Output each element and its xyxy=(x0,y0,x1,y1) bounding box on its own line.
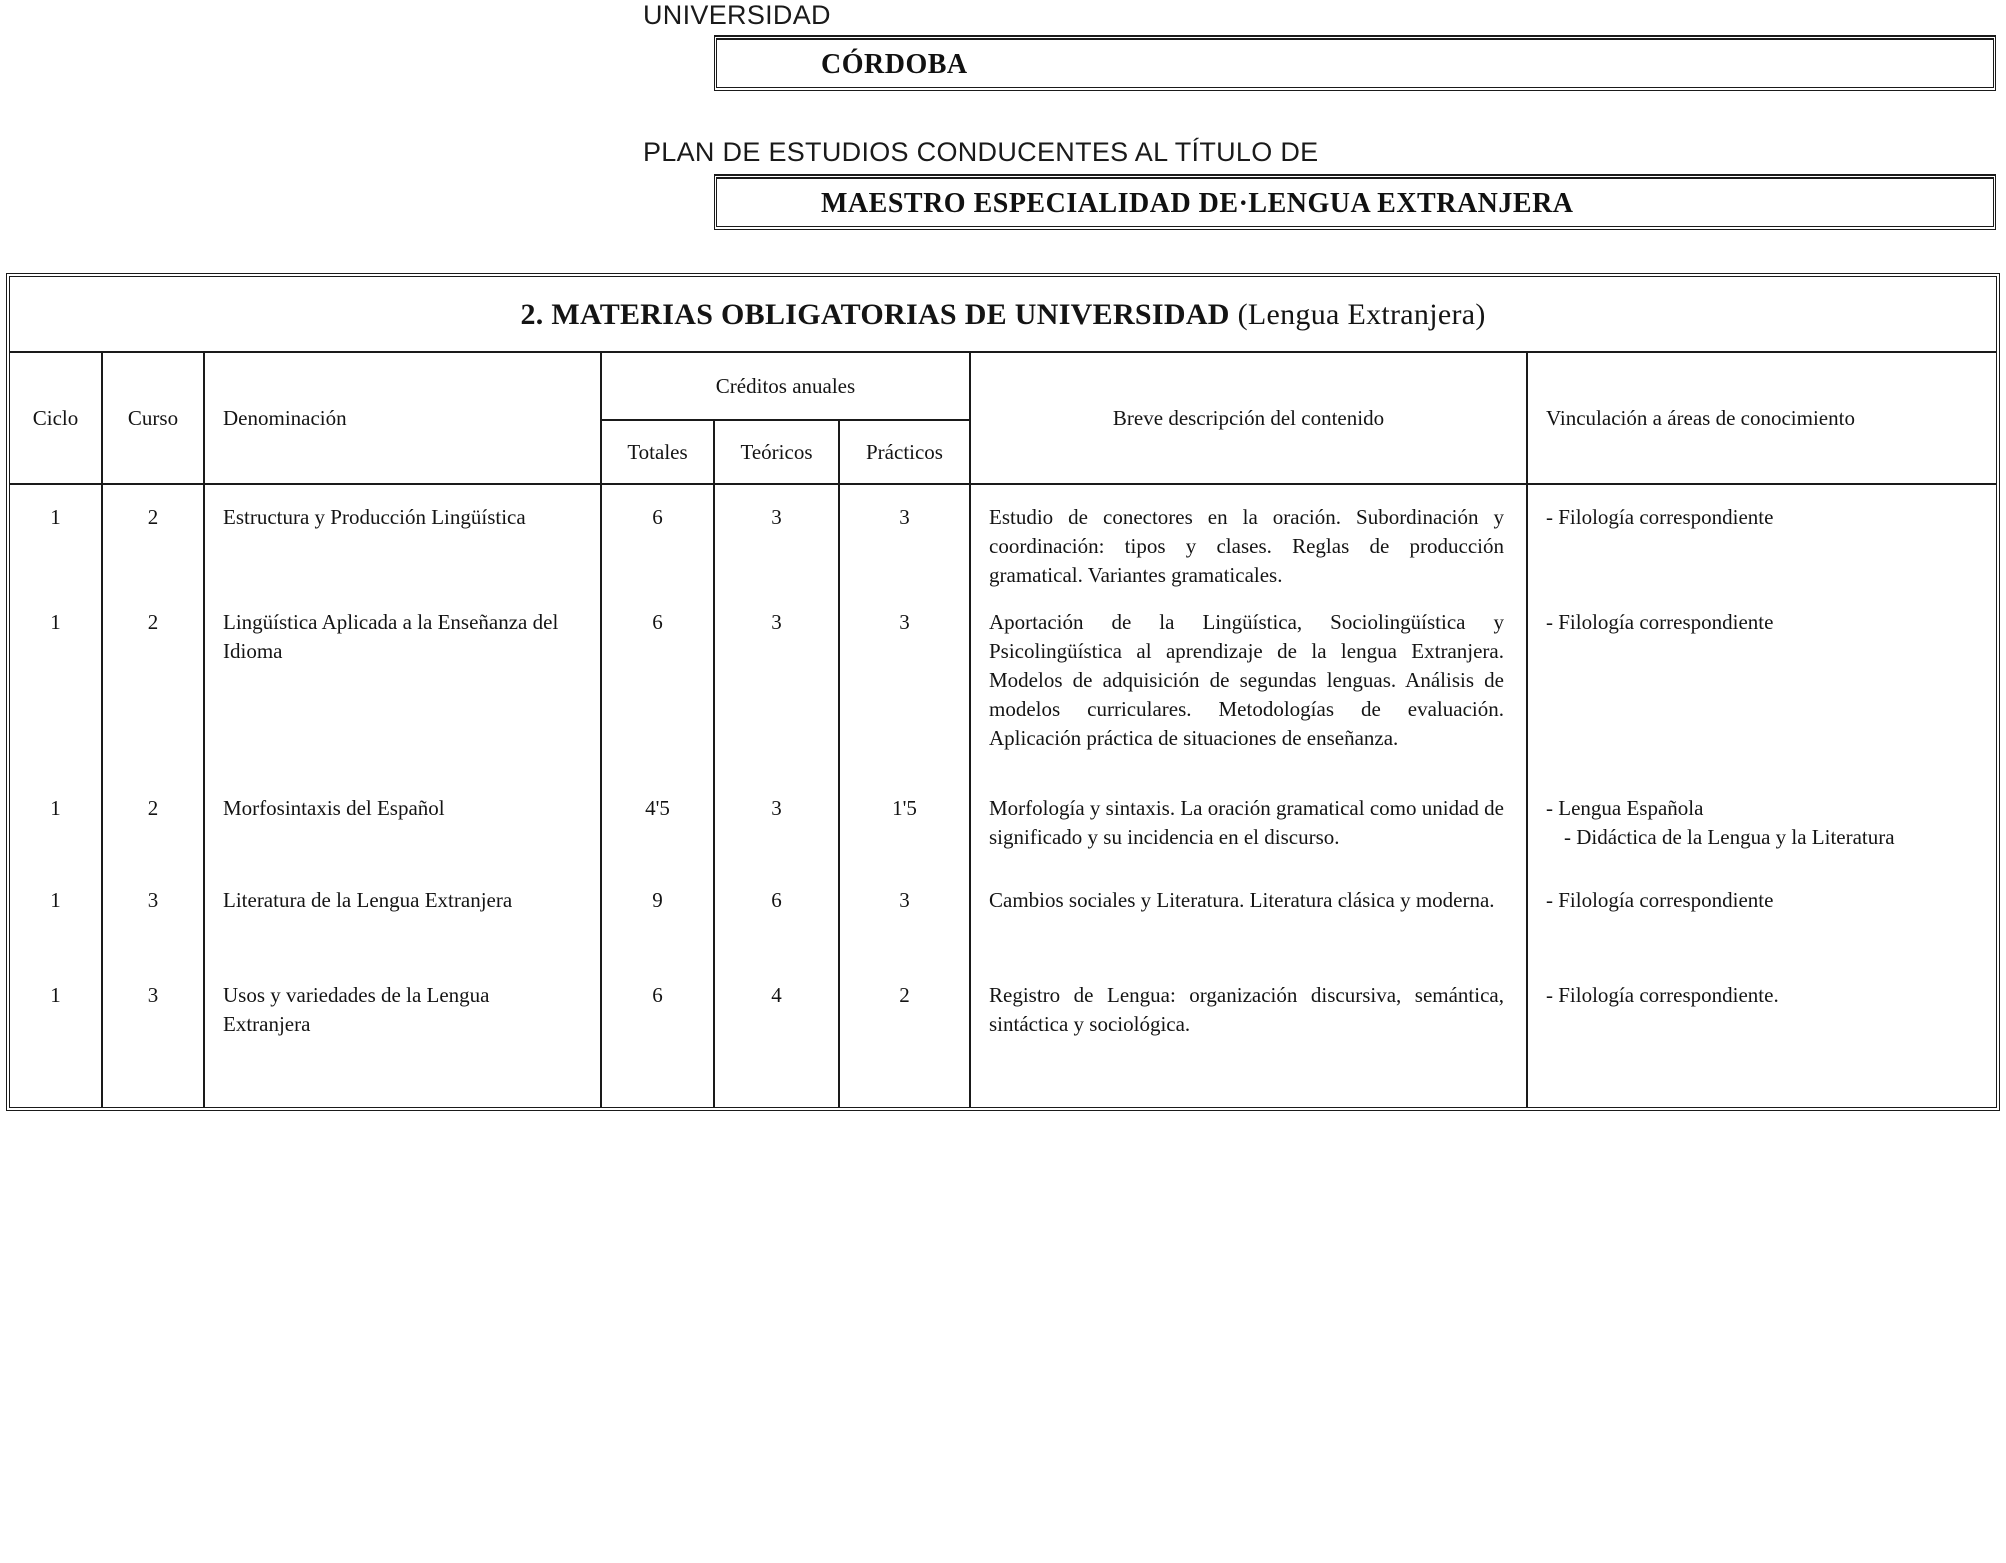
col-descripcion: Breve descripción del contenido xyxy=(970,352,1527,484)
cell-vinculacion xyxy=(1527,794,1996,886)
cell-teoricos: 3 xyxy=(714,608,839,794)
degree-title: MAESTRO ESPECIALIDAD DE·LENGUA EXTRANJERA xyxy=(821,188,1574,219)
cell-totales: 9 xyxy=(601,886,714,981)
section-title-note: (Lengua Extranjera) xyxy=(1237,297,1486,331)
col-vinculacion: Vinculación a áreas de conocimiento xyxy=(1527,352,1996,484)
table-row xyxy=(10,981,1996,1107)
table-row xyxy=(10,794,1996,886)
col-teoricos: Teóricos xyxy=(714,420,839,484)
vinculacion-item: - Filología correspondiente xyxy=(1546,610,1774,634)
cell-curso: 3 xyxy=(102,886,204,981)
cell-vinculacion xyxy=(1527,484,1996,608)
cell-teoricos: 4 xyxy=(714,981,839,1107)
section-title xyxy=(10,277,1996,352)
col-totales: Totales xyxy=(601,420,714,484)
cell-practicos: 3 xyxy=(839,886,970,981)
cell-curso: 2 xyxy=(102,484,204,608)
vinculacion-item: - Didáctica de la Lengua y la Literatura xyxy=(1564,825,1895,849)
vinculacion-item: - Lengua Española xyxy=(1546,796,1704,820)
cell-totales: 6 xyxy=(601,484,714,608)
col-creditos-anuales: Créditos anuales xyxy=(601,352,970,420)
table-row xyxy=(10,608,1996,794)
cell-denominacion: Lingüística Aplicada a la Enseñanza del Idioma xyxy=(204,608,601,794)
cell-practicos: 1'5 xyxy=(839,794,970,886)
vinculacion-item: - Filología correspondiente xyxy=(1546,888,1774,912)
cell-descripcion: Aportación de la Lingüística, Sociolingüística y Psicolingüística al aprendizaje de la lengua Extranjera. Modelos de adquisición de segundas lenguas. Análisis de modelos curriculares. Metodologías de evaluación. Aplicación práctica de situaciones de enseñanza. xyxy=(970,608,1527,794)
cell-ciclo: 1 xyxy=(10,484,102,608)
section-title-bold: 2. MATERIAS OBLIGATORIAS DE UNIVERSIDAD xyxy=(520,297,1230,331)
cell-denominacion: Estructura y Producción Lingüística xyxy=(204,484,601,608)
subjects-table xyxy=(10,277,1996,1107)
vinculacion-item: - Filología correspondiente. xyxy=(1546,983,1779,1007)
cell-curso: 3 xyxy=(102,981,204,1107)
cell-vinculacion xyxy=(1527,981,1996,1107)
cell-ciclo: 1 xyxy=(10,886,102,981)
cell-ciclo: 1 xyxy=(10,981,102,1107)
cell-vinculacion xyxy=(1527,608,1996,794)
cell-denominacion: Usos y variedades de la Lengua Extranjera xyxy=(204,981,601,1107)
degree-title-box xyxy=(714,174,1996,230)
subjects-table-body xyxy=(10,484,1996,1107)
cell-ciclo: 1 xyxy=(10,794,102,886)
cell-practicos: 2 xyxy=(839,981,970,1107)
cell-totales: 6 xyxy=(601,608,714,794)
col-ciclo: Ciclo xyxy=(10,352,102,484)
cell-vinculacion xyxy=(1527,886,1996,981)
university-name: CÓRDOBA xyxy=(821,49,968,80)
cell-descripcion: Morfología y sintaxis. La oración gramatical como unidad de significado y su incidencia en el discurso. xyxy=(970,794,1527,886)
table-row xyxy=(10,484,1996,608)
cell-curso: 2 xyxy=(102,794,204,886)
col-denominacion: Denominación xyxy=(204,352,601,484)
col-practicos: Prácticos xyxy=(839,420,970,484)
cell-descripcion: Cambios sociales y Literatura. Literatura clásica y moderna. xyxy=(970,886,1527,981)
plan-label: PLAN DE ESTUDIOS CONDUCENTES AL TÍTULO DE xyxy=(643,137,1319,167)
cell-teoricos: 6 xyxy=(714,886,839,981)
cell-totales: 4'5 xyxy=(601,794,714,886)
cell-denominacion: Morfosintaxis del Español xyxy=(204,794,601,886)
cell-ciclo: 1 xyxy=(10,608,102,794)
cell-denominacion: Literatura de la Lengua Extranjera xyxy=(204,886,601,981)
col-curso: Curso xyxy=(102,352,204,484)
subjects-table-frame xyxy=(6,273,2000,1111)
cell-descripcion: Registro de Lengua: organización discursiva, semántica, sintáctica y sociológica. xyxy=(970,981,1527,1107)
cell-teoricos: 3 xyxy=(714,794,839,886)
table-row xyxy=(10,886,1996,981)
cell-curso: 2 xyxy=(102,608,204,794)
university-name-box xyxy=(714,35,1996,91)
cell-practicos: 3 xyxy=(839,484,970,608)
cell-totales: 6 xyxy=(601,981,714,1107)
vinculacion-item: - Filología correspondiente xyxy=(1546,505,1774,529)
cell-practicos: 3 xyxy=(839,608,970,794)
cell-descripcion: Estudio de conectores en la oración. Subordinación y coordinación: tipos y clases. Reglas de producción gramatical. Variantes gramaticales. xyxy=(970,484,1527,608)
cell-teoricos: 3 xyxy=(714,484,839,608)
university-label: UNIVERSIDAD xyxy=(643,0,831,30)
